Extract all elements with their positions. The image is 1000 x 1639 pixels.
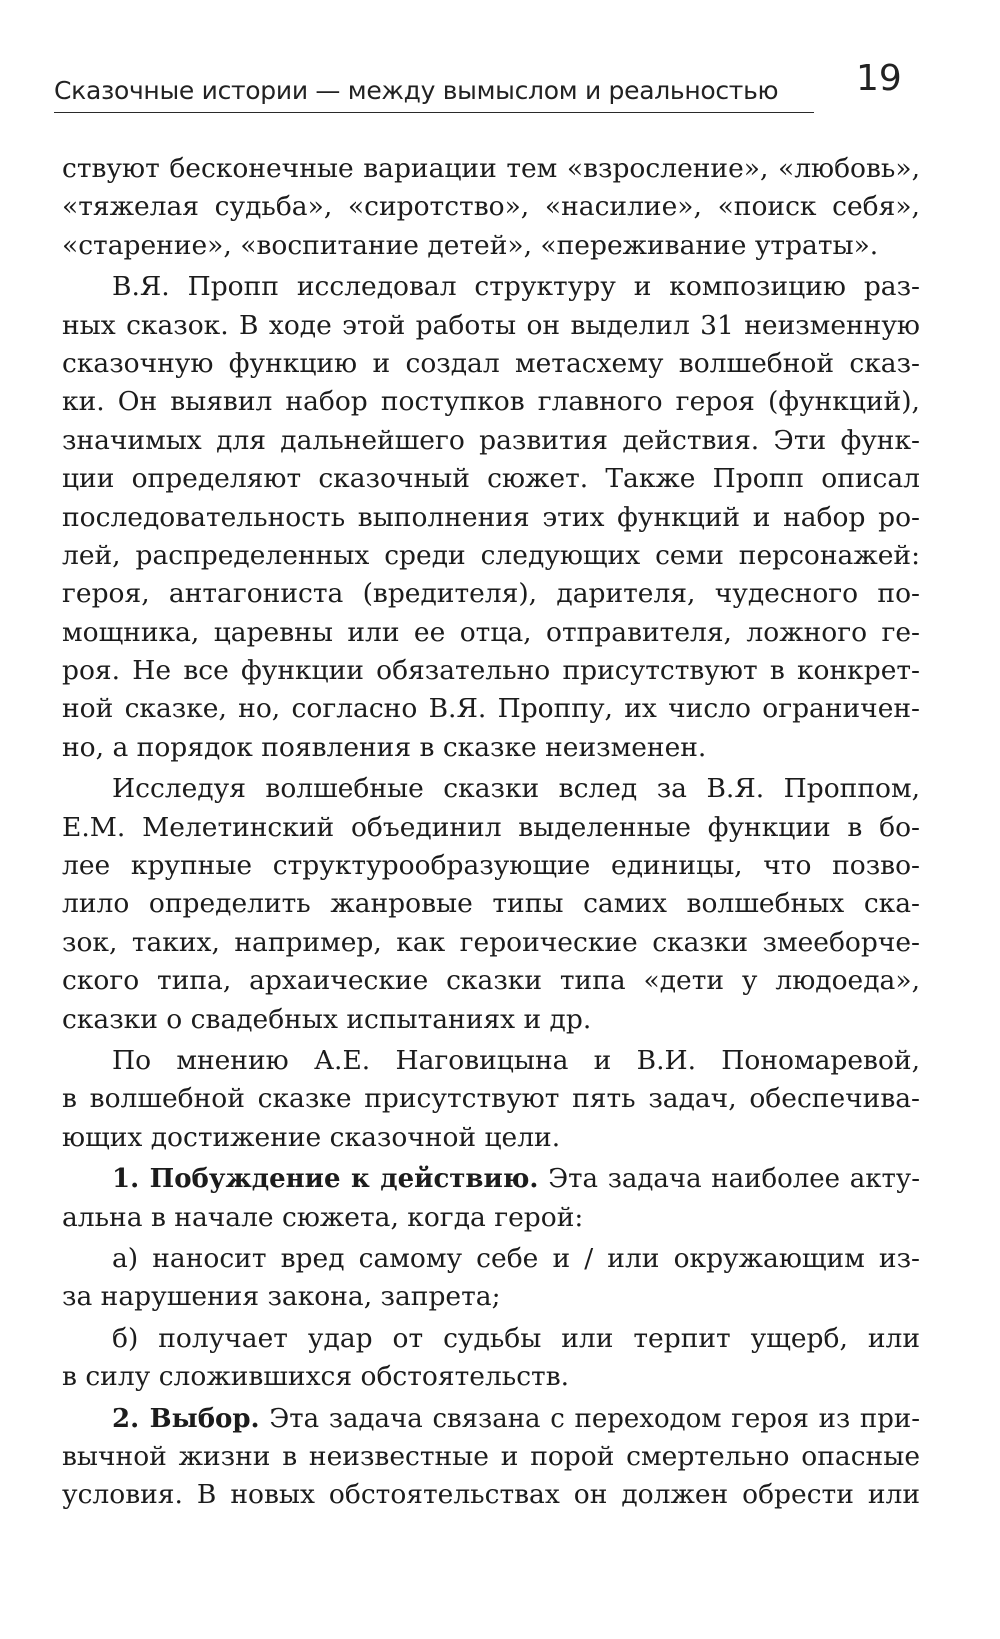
text-line: ки. Он выявил набор поступков главного героя (функций), xyxy=(62,386,920,418)
paragraph xyxy=(62,1240,920,1317)
paragraph xyxy=(62,268,920,767)
paragraph xyxy=(62,1400,920,1515)
text-line: за нарушения закона, запрета; xyxy=(62,1281,501,1313)
text-line: лило определить жанровые типы самих волшебных ска- xyxy=(62,888,920,920)
text-line: мощника, царевны или ее отца, отправителя, ложного ге- xyxy=(62,616,920,648)
text-line: лей, распределенных среди следующих семи персонажей: xyxy=(62,539,920,571)
item-text: Эта задача связана с переходом героя из при- xyxy=(259,1403,920,1434)
text-line: б) получает удар от судьбы или терпит ущерб, или xyxy=(112,1322,920,1354)
text-line: ющих достижение сказочной цели. xyxy=(62,1121,561,1153)
text-line: ствуют бесконечные вариации тем «взросление», «любовь», xyxy=(62,153,920,184)
text-line: а) наносит вред самому себе и / или окружающим из- xyxy=(112,1242,920,1274)
text-line: условия. В новых обстоятельствах он должен обрести или xyxy=(62,1479,920,1511)
text-line: вычной жизни в неизвестные и порой смертельно опасные xyxy=(62,1440,920,1472)
item-heading: 1. Побуждение к действию. xyxy=(112,1164,539,1195)
text-line: последовательность выполнения этих функций и набор ро- xyxy=(62,501,920,533)
text-line: зок, таких, например, как героические сказки змееборче- xyxy=(62,926,920,958)
running-head-title: Сказочные истории — между вымыслом и реальностью xyxy=(54,76,779,105)
text-line: В.Я. Пропп исследовал структуру и композицию раз- xyxy=(112,271,920,303)
paragraph xyxy=(62,1042,920,1157)
item-heading: 2. Выбор. xyxy=(112,1403,260,1434)
text-line xyxy=(62,1400,920,1438)
paragraph xyxy=(62,1320,920,1397)
running-head xyxy=(54,74,814,113)
item-text: Эта задача наиболее акту- xyxy=(538,1164,920,1195)
body-text xyxy=(62,150,920,1518)
text-line: Исследуя волшебные сказки вслед за В.Я. Проппом, xyxy=(112,773,920,805)
text-line: роя. Не все функции обязательно присутствуют в конкрет- xyxy=(62,655,920,687)
page-number: 19 xyxy=(856,58,902,99)
text-line: героя, антагониста (вредителя), дарителя, чудесного по- xyxy=(62,578,920,610)
text-line: «старение», «воспитание детей», «переживание утраты». xyxy=(62,229,879,261)
text-line: Е.М. Мелетинский объединил выделенные функции в бо- xyxy=(62,811,920,843)
text-line: в волшебной сказке присутствуют пять задач, обеспечива- xyxy=(62,1083,920,1115)
text-line: ции определяют сказочный сюжет. Также Пропп описал xyxy=(62,463,920,495)
paragraph xyxy=(62,1160,920,1237)
text-line: По мнению А.Е. Наговицына и В.И. Пономаревой, xyxy=(112,1044,920,1076)
text-line: ной сказке, но, согласно В.Я. Проппу, их число ограничен- xyxy=(62,693,920,725)
text-line: лее крупные структурообразующие единицы, что позво- xyxy=(62,850,920,882)
paragraph xyxy=(62,150,920,265)
text-line: сказочную функцию и создал метасхему волшебной сказ- xyxy=(62,347,920,379)
text-line xyxy=(62,1160,920,1198)
text-line: ского типа, архаические сказки типа «дети у людоеда», xyxy=(62,965,920,997)
text-line: альна в начале сюжета, когда герой: xyxy=(62,1201,584,1233)
text-line: значимых для дальнейшего развития действия. Эти функ- xyxy=(62,424,920,456)
paragraph xyxy=(62,770,920,1039)
text-line: ных сказок. В ходе этой работы он выделил 31 неизменную xyxy=(62,309,920,341)
text-line: «тяжелая судьба», «сиротство», «насилие», «поиск себя», xyxy=(62,191,920,223)
text-line: сказки о свадебных испытаниях и др. xyxy=(62,1003,592,1035)
text-line: в силу сложившихся обстоятельств. xyxy=(62,1361,570,1393)
text-line: но, а порядок появления в сказке неизменен. xyxy=(62,731,707,763)
